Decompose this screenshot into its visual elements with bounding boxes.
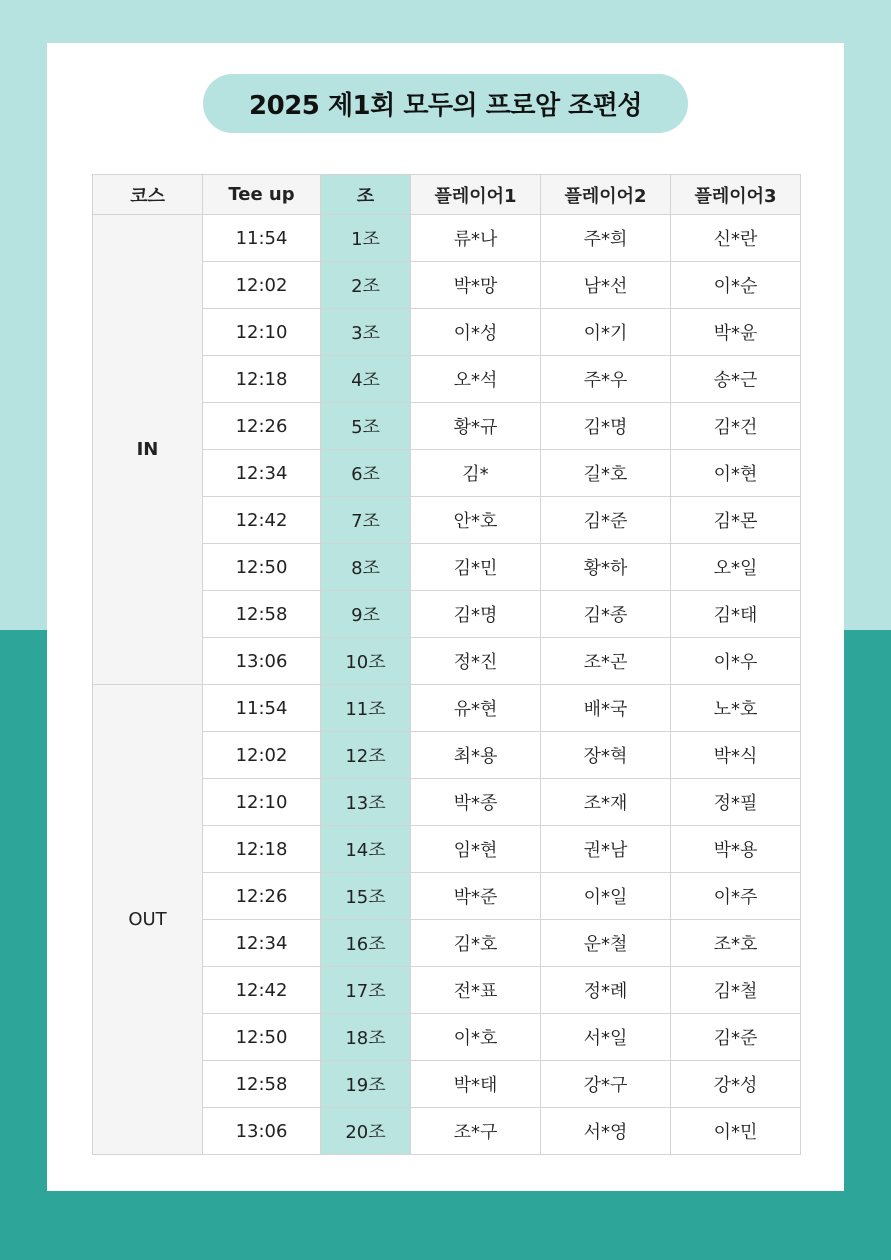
player1-cell: 최*용 xyxy=(411,732,541,779)
tee-time-cell: 12:50 xyxy=(203,544,321,591)
player1-cell: 유*현 xyxy=(411,685,541,732)
player1-cell: 안*호 xyxy=(411,497,541,544)
player3-cell: 이*우 xyxy=(671,638,801,685)
tee-time-cell: 12:50 xyxy=(203,1014,321,1061)
tee-time-cell: 12:02 xyxy=(203,732,321,779)
header-course: 코스 xyxy=(93,175,203,215)
player3-cell: 이*순 xyxy=(671,262,801,309)
header-player3: 플레이어3 xyxy=(671,175,801,215)
player2-cell: 조*재 xyxy=(541,779,671,826)
pairings-table xyxy=(92,174,801,1155)
tee-time-cell: 12:26 xyxy=(203,873,321,920)
group-cell: 16조 xyxy=(321,920,411,967)
tee-time-cell: 12:34 xyxy=(203,450,321,497)
player3-cell: 이*민 xyxy=(671,1108,801,1155)
group-cell: 10조 xyxy=(321,638,411,685)
tee-time-cell: 12:58 xyxy=(203,591,321,638)
player3-cell: 조*호 xyxy=(671,920,801,967)
group-cell: 13조 xyxy=(321,779,411,826)
group-cell: 18조 xyxy=(321,1014,411,1061)
tee-time-cell: 12:02 xyxy=(203,262,321,309)
player3-cell: 오*일 xyxy=(671,544,801,591)
group-cell: 17조 xyxy=(321,967,411,1014)
player1-cell: 이*호 xyxy=(411,1014,541,1061)
player2-cell: 장*혁 xyxy=(541,732,671,779)
group-cell: 2조 xyxy=(321,262,411,309)
header-player1: 플레이어1 xyxy=(411,175,541,215)
group-cell: 7조 xyxy=(321,497,411,544)
group-cell: 5조 xyxy=(321,403,411,450)
player3-cell: 김*몬 xyxy=(671,497,801,544)
player3-cell: 노*호 xyxy=(671,685,801,732)
player2-cell: 남*선 xyxy=(541,262,671,309)
player3-cell: 송*근 xyxy=(671,356,801,403)
player1-cell: 임*현 xyxy=(411,826,541,873)
player1-cell: 김*호 xyxy=(411,920,541,967)
course-label-out: OUT xyxy=(93,685,203,1155)
tee-time-cell: 12:18 xyxy=(203,826,321,873)
player1-cell: 조*구 xyxy=(411,1108,541,1155)
tee-time-cell: 12:10 xyxy=(203,309,321,356)
group-cell: 6조 xyxy=(321,450,411,497)
player2-cell: 김*종 xyxy=(541,591,671,638)
player1-cell: 황*규 xyxy=(411,403,541,450)
header-tee-up: Tee up xyxy=(203,175,321,215)
player3-cell: 신*란 xyxy=(671,215,801,262)
player2-cell: 배*국 xyxy=(541,685,671,732)
player3-cell: 박*용 xyxy=(671,826,801,873)
player2-cell: 정*례 xyxy=(541,967,671,1014)
player2-cell: 운*철 xyxy=(541,920,671,967)
player1-cell: 박*망 xyxy=(411,262,541,309)
player2-cell: 김*명 xyxy=(541,403,671,450)
group-cell: 14조 xyxy=(321,826,411,873)
player2-cell: 주*우 xyxy=(541,356,671,403)
player1-cell: 김*명 xyxy=(411,591,541,638)
header-player2: 플레이어2 xyxy=(541,175,671,215)
group-cell: 9조 xyxy=(321,591,411,638)
player1-cell: 김*민 xyxy=(411,544,541,591)
player3-cell: 김*준 xyxy=(671,1014,801,1061)
player2-cell: 서*영 xyxy=(541,1108,671,1155)
player1-cell: 전*표 xyxy=(411,967,541,1014)
player3-cell: 이*현 xyxy=(671,450,801,497)
player2-cell: 서*일 xyxy=(541,1014,671,1061)
group-cell: 11조 xyxy=(321,685,411,732)
tee-time-cell: 13:06 xyxy=(203,638,321,685)
group-cell: 4조 xyxy=(321,356,411,403)
player1-cell: 박*태 xyxy=(411,1061,541,1108)
player1-cell: 박*종 xyxy=(411,779,541,826)
player3-cell: 정*필 xyxy=(671,779,801,826)
player3-cell: 김*태 xyxy=(671,591,801,638)
player2-cell: 이*기 xyxy=(541,309,671,356)
player1-cell: 이*성 xyxy=(411,309,541,356)
player2-cell: 주*희 xyxy=(541,215,671,262)
player3-cell: 박*식 xyxy=(671,732,801,779)
table-row xyxy=(93,215,801,262)
page-title: 2025 제1회 모두의 프로암 조편성 xyxy=(203,74,688,133)
player2-cell: 권*남 xyxy=(541,826,671,873)
schedule-card xyxy=(47,43,844,1191)
player3-cell: 이*주 xyxy=(671,873,801,920)
player1-cell: 김* xyxy=(411,450,541,497)
group-cell: 12조 xyxy=(321,732,411,779)
player2-cell: 길*호 xyxy=(541,450,671,497)
player1-cell: 정*진 xyxy=(411,638,541,685)
group-cell: 1조 xyxy=(321,215,411,262)
player1-cell: 류*나 xyxy=(411,215,541,262)
tee-time-cell: 11:54 xyxy=(203,685,321,732)
player3-cell: 박*윤 xyxy=(671,309,801,356)
group-cell: 19조 xyxy=(321,1061,411,1108)
player1-cell: 박*준 xyxy=(411,873,541,920)
tee-time-cell: 12:26 xyxy=(203,403,321,450)
player3-cell: 김*철 xyxy=(671,967,801,1014)
group-cell: 20조 xyxy=(321,1108,411,1155)
tee-time-cell: 12:10 xyxy=(203,779,321,826)
tee-time-cell: 12:42 xyxy=(203,967,321,1014)
course-label-in: IN xyxy=(93,215,203,685)
player2-cell: 황*하 xyxy=(541,544,671,591)
player2-cell: 조*곤 xyxy=(541,638,671,685)
tee-time-cell: 13:06 xyxy=(203,1108,321,1155)
group-cell: 15조 xyxy=(321,873,411,920)
tee-time-cell: 11:54 xyxy=(203,215,321,262)
tee-time-cell: 12:18 xyxy=(203,356,321,403)
tee-time-cell: 12:58 xyxy=(203,1061,321,1108)
table-row xyxy=(93,685,801,732)
player2-cell: 김*준 xyxy=(541,497,671,544)
player1-cell: 오*석 xyxy=(411,356,541,403)
player3-cell: 강*성 xyxy=(671,1061,801,1108)
player2-cell: 강*구 xyxy=(541,1061,671,1108)
table-body xyxy=(93,215,801,1155)
group-cell: 8조 xyxy=(321,544,411,591)
tee-time-cell: 12:42 xyxy=(203,497,321,544)
group-cell: 3조 xyxy=(321,309,411,356)
header-group: 조 xyxy=(321,175,411,215)
player3-cell: 김*건 xyxy=(671,403,801,450)
table-header-row xyxy=(93,175,801,215)
player2-cell: 이*일 xyxy=(541,873,671,920)
tee-time-cell: 12:34 xyxy=(203,920,321,967)
